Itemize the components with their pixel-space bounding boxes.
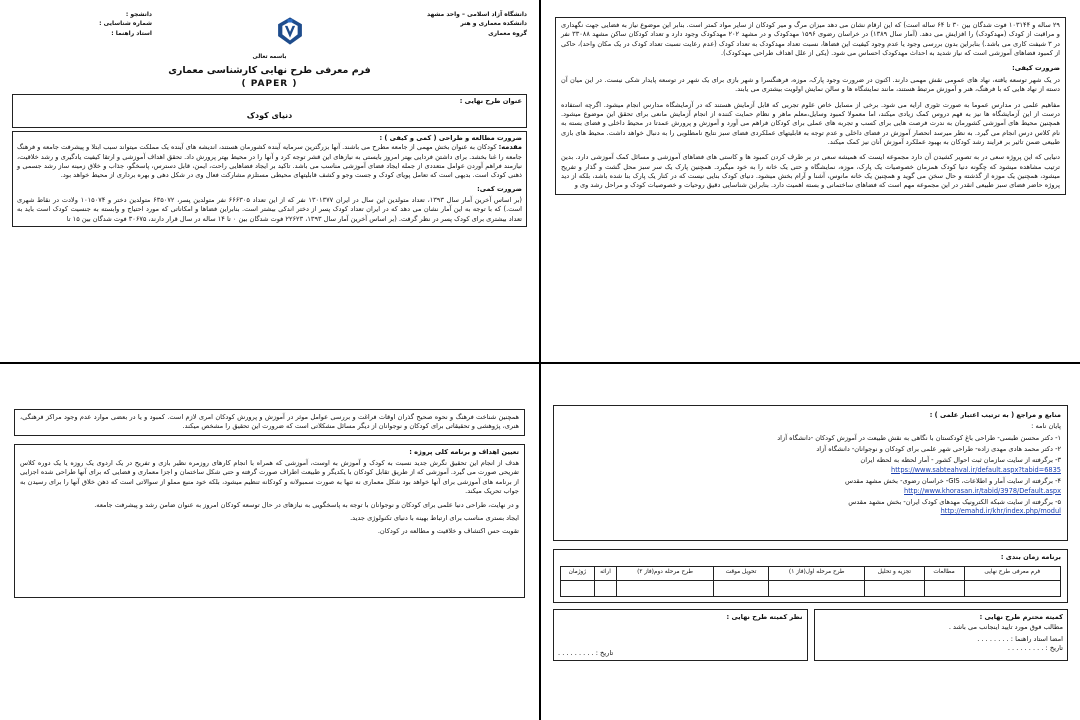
- committee-opinion-box: [553, 609, 808, 661]
- continuation-text: همچنین شناخت فرهنگ و نحوه صحیح گذران اوقات فراغت و بررسی عوامل موثر در آموزش و پرورش کودکان امری لازم است. کمبود و یا در بعضی موارد عدم وجود مراکز فرهنگی، هنری، پژوهشی و تحقیقاتی برای کودکان و نوجوانان از دیگر مسائل مشکلاتی است که ضرورت این تحقیق را مشخص میکند.: [20, 413, 519, 431]
- thesis-label: پایان نامه :: [1031, 422, 1061, 431]
- signature-row: [553, 609, 1068, 661]
- document-page-2: [541, 0, 1080, 362]
- department-name: گروه معماری: [488, 29, 527, 37]
- study-necessity-label: ضرورت مطالعه و طراحی ( کمی و کیفی ) :: [379, 133, 522, 142]
- qualitative-paragraph-2: مفاهیم علمی در مدارس عموما به صورت تئوری ارایه می شود. برخی از مسایل خاص علوم تجربی که قابل آزمایش هستند که در آزمایشگاه مدارس انجام میشود. اگرچه استفاده درست از این آزمایشگاه ها نیز به فهم دروس کمک زیادی میکند، اما معمولا کمبود وسایل،معلم ماهر و نظام حمایت کننده از انجام آزمایش مانعی برای تحقق این موضوع میشود. همچنین محیط های آموزشی کشورمان به ندرت فرصت هایی برای کسب و تجربه های عملی برای کودکان فراهم می آورد و آموزش و پرورش عمدتا در محیط داخلی و فضای بسته به نام کلاس درس انجام می گیرد. به نظر میرسد انحصار آموزش در فضای داخلی و عدم توجه به قابلیتهای عملکردی فضای سبز نتایج نامطلوبی را به دنبال خواهد داشت. محیط های بازی طبیعی ضمن تاثیر بر فرایند رشد کودکان به بهبود عملکرد آموزش آنان نیز کمک میکند.: [561, 100, 1060, 146]
- goals-paragraph-3: ایجاد بستری مناسب برای ارتباط بهینه با دنیای تکنولوژی جدید.: [350, 513, 519, 522]
- advisor-signature: امضا استاد راهنما : . . . . . . . .: [977, 635, 1063, 644]
- document-page-3: [0, 364, 539, 720]
- committee-opinion-title: نظر کمیته طرح نهایی :: [726, 613, 803, 622]
- committee-text: مطالب فوق مورد تایید اینجانب می باشد .: [948, 622, 1063, 631]
- intro-label: مقدمه:: [498, 143, 522, 152]
- qualitative-label: ضرورت کیفی:: [1012, 64, 1060, 73]
- final-title-label: عنوان طرح نهایی :: [459, 97, 522, 106]
- opinion-date: تاریخ : . . . . . . . . .: [558, 648, 614, 657]
- page-header: [12, 10, 527, 54]
- committee-title: کمیته محترم طرح نهایی :: [979, 613, 1063, 622]
- qualitative-paragraph-3: دنیایی که این پروژه سعی در به تصویر کشیدن آن دارد مجموعه ایست که همیشه سعی در بر طرف کردن کمبود ها و کاستی های فضاهای آموزشی و مسائل کمک آموزشی دارد. بدین ترتیب مشاهده میشود که چگونه دنیا کودک همزمان خصوصیات یک پارک، موزه، نمایشگاه و حتی یک خانه را به خود میگیرد. همچنین پارک یک سر سبز محل گشت و گذار و تفریح میشود، همچنین یک موزه از گذشته و حال سخن می گوید و همچنین یک خانه مانوس، آشنا و آرام بخش میشود. دنیای کودک بنایی نیست که در کنار یک پارک بنا شده باشد، بلکه از دید پروژه حاضر فضای سبز طبیعی انقدر در این مجموعه مهم است که فضاهای ساختمانی و بسته اهمیت دارد. بنابراین شناسایی دقیق روحیات و خصوصیات کودک و مراحل رشد وی و: [561, 153, 1060, 190]
- schedule-cell: [924, 581, 964, 597]
- goals-box: [14, 444, 525, 598]
- schedule-header-cell: ژوژمان: [561, 567, 595, 581]
- study-necessity-box: [12, 131, 527, 227]
- schedule-cell: [964, 581, 1060, 597]
- schedule-header-cell: ارائه: [594, 567, 617, 581]
- reference-5-link[interactable]: http://emahd.ir/khr/index.php/modul: [940, 507, 1061, 516]
- schedule-header-cell: فرم معرفی طرح نهایی: [964, 567, 1060, 581]
- qualitative-paragraph-1: در یک شهر توسعه یافته، نهاد های عمومی نقش مهمی دارند. اکنون در ضرورت وجود پارک، موزه، فرهنگسرا و شهر بازی برای یک شهر در توسعه پایدار شکی نیست. در این میان آن دسته از نهاد هایی که با فرهنگ، هنر و آموزش مرتبط هستند، مانند نمایشگاه ها و سالن نمایش اولویت بیشتری می یابند.: [561, 75, 1060, 94]
- schedule-header-row: [561, 567, 1061, 581]
- schedule-cell: [769, 581, 865, 597]
- quality-necessity-box: [555, 17, 1066, 195]
- reference-2: ۲- دکتر محمد هادی مهدی زاده- طراحی شهر علمی برای کودکان و نوجوانان- دانشگاه آزاد: [816, 445, 1061, 454]
- paper-label: ( PAPER ): [241, 79, 298, 90]
- schedule-header-cell: تحویل موقت: [713, 567, 768, 581]
- title-block: [12, 54, 527, 91]
- intro-text: کودکان به عنوان بخش مهمی از جامعه مطرح می باشند. آنها بزرگترین سرمایه آینده کشورمان هستند، اندیشه های آینده یک مملکت میتواند سبب ابتلا و پیشرفت جامعه و فرهنگ جامعه را غنا بخشد. برای داشتن فردایی بهتر امروز بایستی به نیازهای این قشر توجه کرد و آنها را در محیط بهتر پرورش داد. تحقق اهداف آموزشی و ارتقا کیفیت یادگیری و رشد خلاقیت، نیازمند فراهم آوردن عوامل متعددی از جمله ایجاد فضای آموزشی مناسب می باشد. تاکید بر ایجاد فضاهایی راحت، ایمن، قابل دسترس، پاسخگو، جذاب و خلاق زمینه ساز رشد جسمی و ذهنی کودک است. بدیهی است که تعامل پویای کودک و جست وجو و کشف قابلیتهای محیطی مستلزم مشارکت فعال وی در شکل دهی و بهره برداری از محیط خواهد بود.: [17, 143, 522, 180]
- schedule-box: [553, 549, 1068, 603]
- schedule-cell: [561, 581, 595, 597]
- schedule-cell: [617, 581, 714, 597]
- schedule-header-cell: طرح مرحله اول(فاز ۱): [769, 567, 865, 581]
- header-institution: [427, 10, 527, 38]
- quantitative-text: (بر اساس آخرین آمار سال ۱۳۹۳، تعداد متولدین این سال در ایران ۱۳۰۱۳۷۷ نفر که از این تعداد ۶۶۶۳۰۵ نفر متولدین پسر، ۶۳۵۰۷۲ متولدین دختر و ۱۰۱۵۰۷۴ ولادت در نقاط شهری است.) که با توجه به این آمار نشان می دهد که در ایران تعداد کودک پسر از دختر اندکی بیشتر است. بنابراین فضاها و امکاناتی که مورد احتیاج و وابسته به جنسیت کودک است باید به تعداد بیشتری برای کودک پسر در نظر گرفت. (بر اساس آخرین آمار سال ۱۳۹۳، ۲۲۶۲۳ فوت شدگان بین ۰ تا ۱۴ ساله در سال قرار دارند، ۳۰۶۷۵ فوت شدگان بین ۱۵ تا: [17, 196, 523, 223]
- student-label: دانشجو :: [125, 11, 152, 18]
- advisor-label: استاد راهنما :: [111, 29, 152, 37]
- final-title-box: [12, 94, 527, 128]
- reference-4: ۴- برگرفته از سایت آمار و اطلاعات، GIS- خراسان رضوی- بخش مشهد مقدس: [845, 477, 1061, 486]
- reference-5: ۵- برگرفته از سایت شبکه الکترونیک مهدهای کودک ایران- بخش مشهد مقدس: [848, 497, 1061, 506]
- document-page-1: [0, 0, 539, 362]
- reference-3-link[interactable]: https://www.sabteahval.ir/default.aspx?tabid=6835: [891, 465, 1061, 474]
- basmala: باسمه تعالی: [252, 54, 287, 60]
- document-page-4: [541, 364, 1080, 720]
- references-box: [553, 405, 1068, 541]
- intro-paragraph: [17, 143, 522, 180]
- goals-label: تعیین اهداف و برنامه کلی پروژه :: [409, 447, 519, 456]
- header-student-info: [12, 10, 152, 38]
- university-logo-icon: [273, 14, 307, 48]
- university-name: دانشگاه آزاد اسلامی – واحد مشهد: [427, 11, 527, 18]
- references-label: منابع و مراجع ( به ترتیب اعتبار علمی ) :: [929, 411, 1061, 419]
- reference-4-link[interactable]: http://www.khorasan.ir/tabid/3978/Default.aspx: [904, 486, 1061, 495]
- student-id-label: شماره شناسایی :: [99, 20, 152, 28]
- advisor-approval-box: [814, 609, 1069, 661]
- goals-paragraph-4: تقویت حس اکتشاف و خلاقیت و مطالعه در کودکان.: [377, 527, 519, 536]
- schedule-header-cell: مطالعات: [924, 567, 964, 581]
- reference-1: ۱- دکتر محسن طبسی- طراحی باغ کودکستان با نگاهی به نقش طبیعت در آموزش کودکان -دانشگاه آزاد: [777, 433, 1061, 442]
- schedule-table: [560, 566, 1061, 597]
- project-name: دنیای کودک: [246, 110, 293, 120]
- schedule-label: برنامه زمان بندی :: [1000, 553, 1061, 561]
- schedule-header-cell: تجزیه و تحلیل: [865, 567, 924, 581]
- schedule-cell: [594, 581, 617, 597]
- approval-date: تاریخ : . . . . . . . . .: [1007, 644, 1063, 653]
- continuation-text: ۲۹ ساله و ۱۰۳۱۴۴ فوت شدگان بین ۳۰ تا ۶۴ ساله است) که این ارقام نشان می دهد میزان مرگ و میر کودکان از سایر مواد کمتر است. بنابر این موضوع نیاز به فضایی جهت نگهداری و مراقبت از کودک (مهدکودک) را افزایش می دهد. (آمار سال ۱۳۸۹) در خراسان رضوی ۱۵۹۶ مهدکودک و در مشهد ۲۰۲ مهدکودک وجود دارد و تعداد کودکان ساکن مشهد ۳۳۰۸۸ نفر در ۳ شیفت کاری می باشد.) بنابراین بدون بررسی وجود یا عدم وجود کیفیت این فضاها، نسبت تعداد مهدکودک به تعداد کودک (عدم رعایت نسبت تعداد کودک در یک مکان واحد)، حاکی از کمبود فضاهای آموزشی است که نیاز شدید به احداث مهدکودک احساس می شود. (یکی از علل اهداف طراحی مهدکودک).: [561, 21, 1060, 58]
- faculty-name: دانشکده معماری و هنر: [460, 20, 527, 28]
- schedule-cell: [865, 581, 924, 597]
- schedule-header-cell: طرح مرحله دوم(فاز ۲): [617, 567, 714, 581]
- quantitative-label: ضرورت کمی:: [477, 184, 522, 193]
- form-title: فرم معرفی طرح نهایی کارشناسی معماری: [168, 64, 371, 76]
- necessity-continuation-box: [14, 409, 525, 436]
- goals-paragraph-1: هدف از انجام این تحقیق نگرش جدید نسبت به کودک و آموزش به اوست، آموزشی که همراه با انجام کارهای روزمره نظیر بازی و تفریح در یک اردوی یک روزه یا یک دوره کلاس تفریحی صورت می گیرد. آموزشی که از طریق تقابل کودکان با یکدیگر و طبیعت اطراف صورت گرفته و حتی شکل ساختمان و اجزا معماری و فضایی که برای آنها طراحی شده اجزایی از برنامه های آموزشی برای آنها خواهد بود شکل معماری نه تنها به صورت سمبولانه و کودکانه تنظیم میشود، بلکه خود منبع مملو از سوالاتی است که ذهن خلاق آنها را برای رسیدن به جواب تحریک میکند.: [20, 459, 519, 496]
- schedule-value-row: [561, 581, 1061, 597]
- goals-paragraph-2: و در نهایت، طراحی دنیا علمی برای کودکان و نوجوانان با توجه به پاسخگویی به نیازهای در حال توسعه کودکان امروز به عنوان ضامن رشد و پیشرفت جامعه.: [94, 500, 519, 509]
- schedule-cell: [713, 581, 768, 597]
- reference-3: ۳- برگرفته از سایت سازمان ثبت احوال کشور - آمار لحظه به لحظه ایران: [860, 456, 1061, 465]
